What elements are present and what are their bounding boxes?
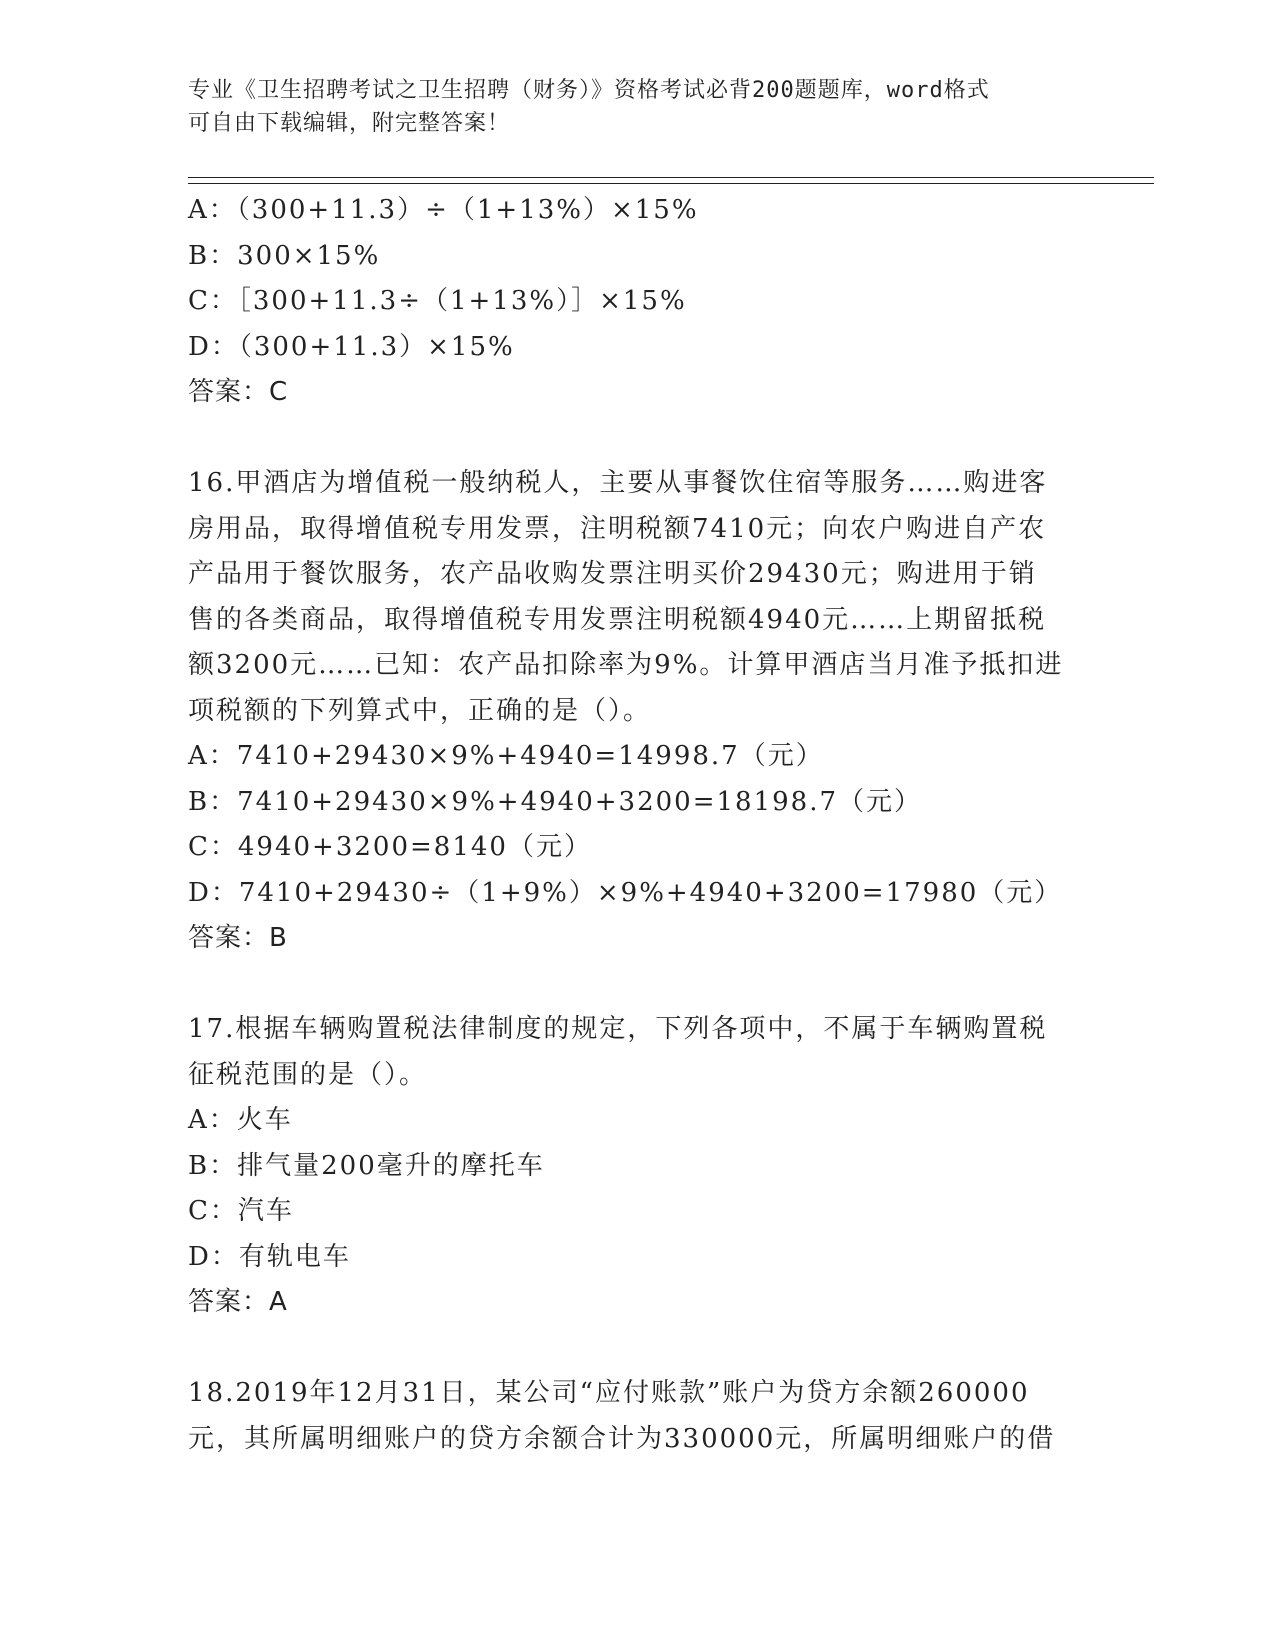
question-stem-line: 17.根据车辆购置税法律制度的规定，下列各项中，不属于车辆购置税 xyxy=(188,1014,1048,1044)
question-17 xyxy=(188,1007,1088,1326)
spacer xyxy=(188,416,1088,462)
header-title-line-1: 专业《卫生招聘考试之卫生招聘（财务）》资格考试必背200题题库，word格式 xyxy=(188,78,990,103)
document-body xyxy=(188,188,1088,1462)
answer: 答案：C xyxy=(188,377,289,407)
question-15 xyxy=(188,188,1088,416)
question-stem-line: 18.2019年12月31日，某公司“应付账款”账户为贷方余额260000 xyxy=(188,1378,1030,1408)
header-title-line-2: 可自由下载编辑，附完整答案！ xyxy=(188,111,511,136)
page-header xyxy=(188,74,1068,140)
option-c: C：汽车 xyxy=(188,1196,294,1226)
option-c: C：4940+3200=8140（元） xyxy=(188,832,592,862)
question-18 xyxy=(188,1371,1088,1462)
option-d: D：（300+11.3）×15% xyxy=(188,331,515,362)
question-stem-line: 16.甲酒店为增值税一般纳税人，主要从事餐饮住宿等服务……购进客 xyxy=(188,468,1048,498)
option-d: D：7410+29430÷（1+9%）×9%+4940+3200=17980（元） xyxy=(188,877,1063,908)
answer: 答案：A xyxy=(188,1287,288,1317)
spacer xyxy=(188,962,1088,1008)
question-16 xyxy=(188,461,1088,962)
question-stem-line: 产品用于餐饮服务，农产品收购发票注明买价29430元；购进用于销 xyxy=(188,559,1037,589)
option-b: B：排气量200毫升的摩托车 xyxy=(188,1150,545,1181)
question-stem-line: 售的各类商品，取得增值税专用发票注明税额4940元……上期留抵税 xyxy=(188,604,1047,635)
header-divider-top xyxy=(188,177,1154,178)
option-d: D：有轨电车 xyxy=(188,1241,351,1272)
answer: 答案：B xyxy=(188,923,288,953)
option-a: A：7410+29430×9%+4940=14998.7（元） xyxy=(188,741,824,771)
option-a: A：火车 xyxy=(188,1105,293,1135)
question-stem-line: 房用品，取得增值税专用发票，注明税额7410元；向农户购进自产农 xyxy=(188,513,1047,544)
option-b: B：7410+29430×9%+4940+3200=18198.7（元） xyxy=(188,786,923,817)
question-stem-line: 征税范围的是（）。 xyxy=(188,1059,428,1090)
option-a: A：（300+11.3）÷（1+13%）×15% xyxy=(188,195,699,225)
question-stem-line: 额3200元……已知：农产品扣除率为9%。计算甲酒店当月准予抵扣进 xyxy=(188,650,1064,680)
question-stem-line: 元，其所属明细账户的贷方余额合计为330000元，所属明细账户的借 xyxy=(188,1423,1056,1454)
spacer xyxy=(188,1326,1088,1372)
header-divider-bottom xyxy=(188,183,1154,184)
question-stem-line: 项税额的下列算式中，正确的是（）。 xyxy=(188,695,652,726)
option-b: B：300×15% xyxy=(188,240,381,271)
option-c: C：［300+11.3÷（1+13%）］×15% xyxy=(188,286,687,316)
